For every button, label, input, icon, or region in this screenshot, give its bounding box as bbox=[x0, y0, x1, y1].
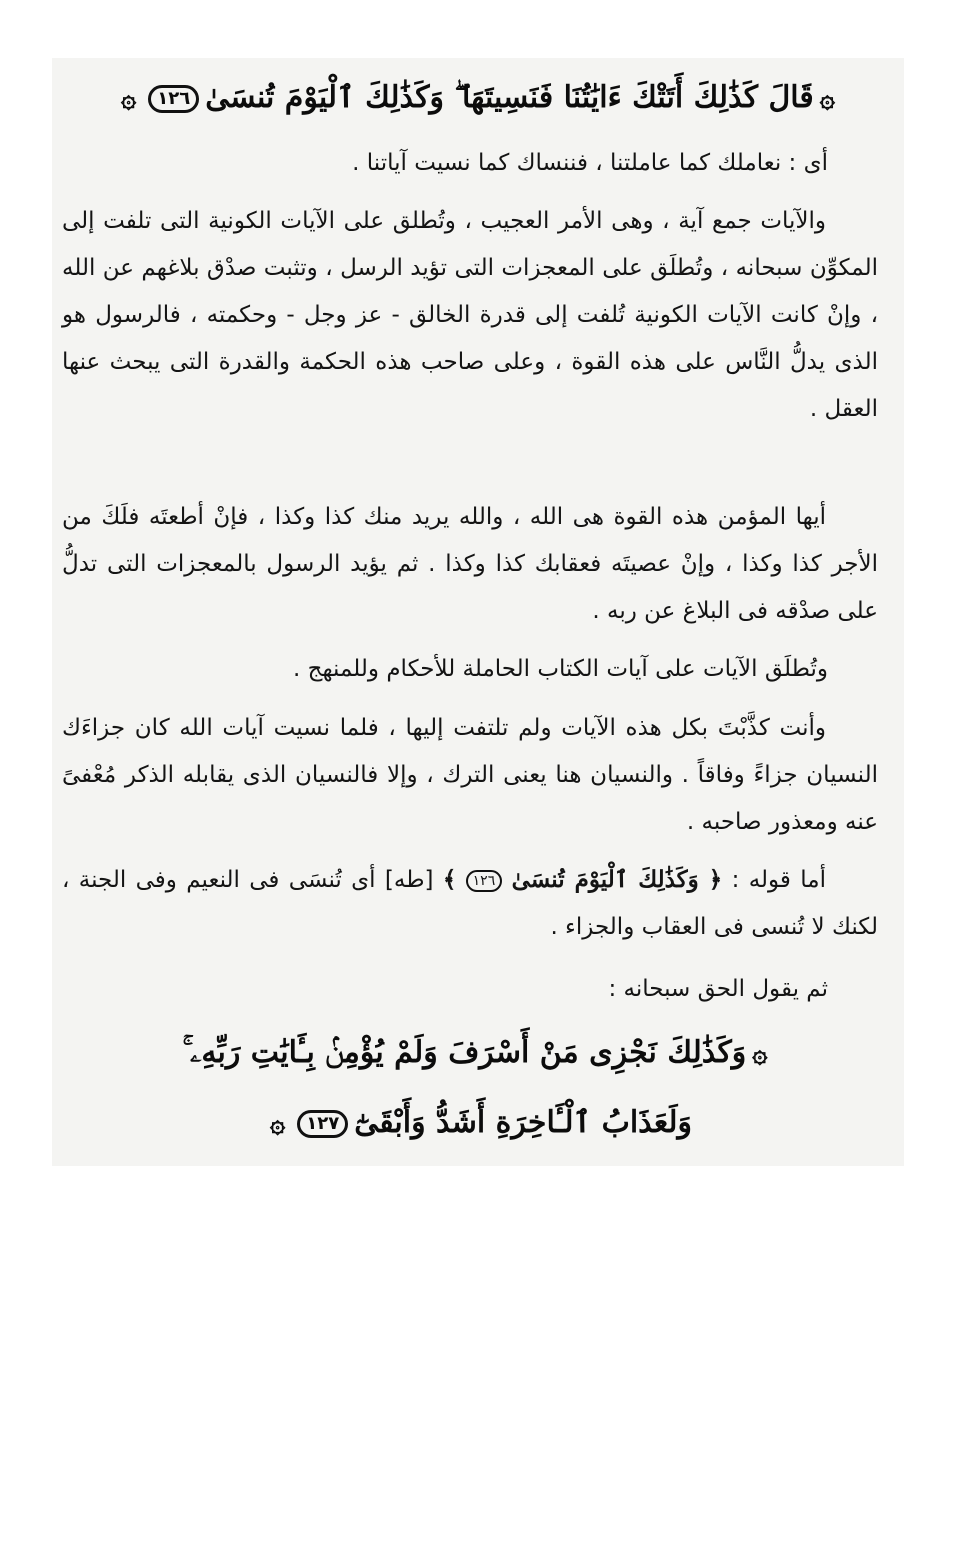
inline-verse-close: ﴾ bbox=[442, 866, 457, 893]
verse-127-line-2-text: وَلَعَذَابُ ٱلْـَٔاخِرَةِ أَشَدُّ وَأَبْقَىٰٓ bbox=[354, 1105, 692, 1140]
inline-verse: ﴿ وَكَذَٰلِكَ ٱلْيَوْمَ تُنسَىٰ bbox=[511, 866, 723, 893]
paragraph-6-before: أما قوله : bbox=[731, 867, 826, 893]
surah-reference: [طه] bbox=[384, 867, 434, 893]
verse-number-127: ١٢٧ bbox=[297, 1110, 348, 1138]
verse-126-text: قَالَ كَذَٰلِكَ أَتَتْكَ ءَايَٰتُنَا فَنَسِيتَهَا ۖ وَكَذَٰلِكَ ٱلْيَوْمَ تُنسَىٰ bbox=[205, 80, 814, 115]
paragraph-1: أى : نعاملك كما عاملتنا ، فننساك كما نسيت آياتنا . bbox=[352, 150, 828, 176]
ornament-right: ۞ bbox=[819, 84, 836, 114]
ornament-left: ۞ bbox=[120, 84, 137, 114]
paragraph-7: ثم يقول الحق سبحانه : bbox=[608, 976, 828, 1002]
paragraph-2-text: والآيات جمع آية ، وهى الأمر العجيب ، وتُطلق على الآيات الكونية التى تلفت إلى المكوِّن سبحانه ، وتُطلَق على المعجزات التى تؤيد الرسل ، وتثبت صدْق بلاغهم عن الله ، وإنْ كانت الآيات الكونية تُلفت إلى قدرة الخالق - عز وجل - وحكمته ، فالرسول هو الذى يدلُّ النَّاس على هذه القوة ، وعلى صاحب هذه الحكمة والقدرة التى يبحث عنها العقل . bbox=[62, 208, 878, 422]
verse-126 bbox=[52, 80, 904, 116]
paragraph-6 bbox=[62, 856, 878, 951]
verse-127-line-2 bbox=[52, 1105, 904, 1141]
paragraph-3 bbox=[62, 494, 878, 635]
verse-127-line-1 bbox=[52, 1035, 904, 1071]
paragraph-2 bbox=[62, 198, 878, 433]
paragraph-5 bbox=[62, 705, 878, 846]
paragraph-4: وتُطلَق الآيات على آيات الكتاب الحاملة للأحكام وللمنهج . bbox=[292, 656, 828, 682]
ornament-left: ۞ bbox=[270, 1109, 286, 1139]
verse-number-126: ١٢٦ bbox=[148, 85, 199, 113]
inline-verse-number: ١٢٦ bbox=[466, 870, 503, 892]
paragraph-6-after: أى تُنسَى فى النعيم وفى الجنة ، لكنك لا تُنسى فى العقاب والجزاء . bbox=[62, 867, 878, 940]
paragraph-5-text: وأنت كذَّبْتَ بكل هذه الآيات ولم تلتفت إليها ، فلما نسيت آيات الله كان جزاءَك النسيان جزاءً وفاقاً . والنسيان هنا يعنى الترك ، وإلا فالنسيان الذى يقابله الذكر مُعْفىً عنه ومعذور صاحبه . bbox=[62, 715, 878, 835]
verse-127-line-1-text: وَكَذَٰلِكَ نَجْزِى مَنْ أَسْرَفَ وَلَمْ يُؤْمِنۢ بِـَٔايَٰتِ رَبِّهِۦ ۚ bbox=[182, 1035, 747, 1070]
ornament-right: ۞ bbox=[752, 1039, 768, 1069]
paragraph-3-text: أيها المؤمن هذه القوة هى الله ، والله يريد منك كذا وكذا ، فإنْ أطعتَه فلَكَ من الأجر كذا وكذا ، وإنْ عصيتَه فعقابك كذا وكذا . ثم يؤيد الرسول بالمعجزات التى تدلُّ على صدْقه فى البلاغ عن ربه . bbox=[62, 504, 878, 624]
